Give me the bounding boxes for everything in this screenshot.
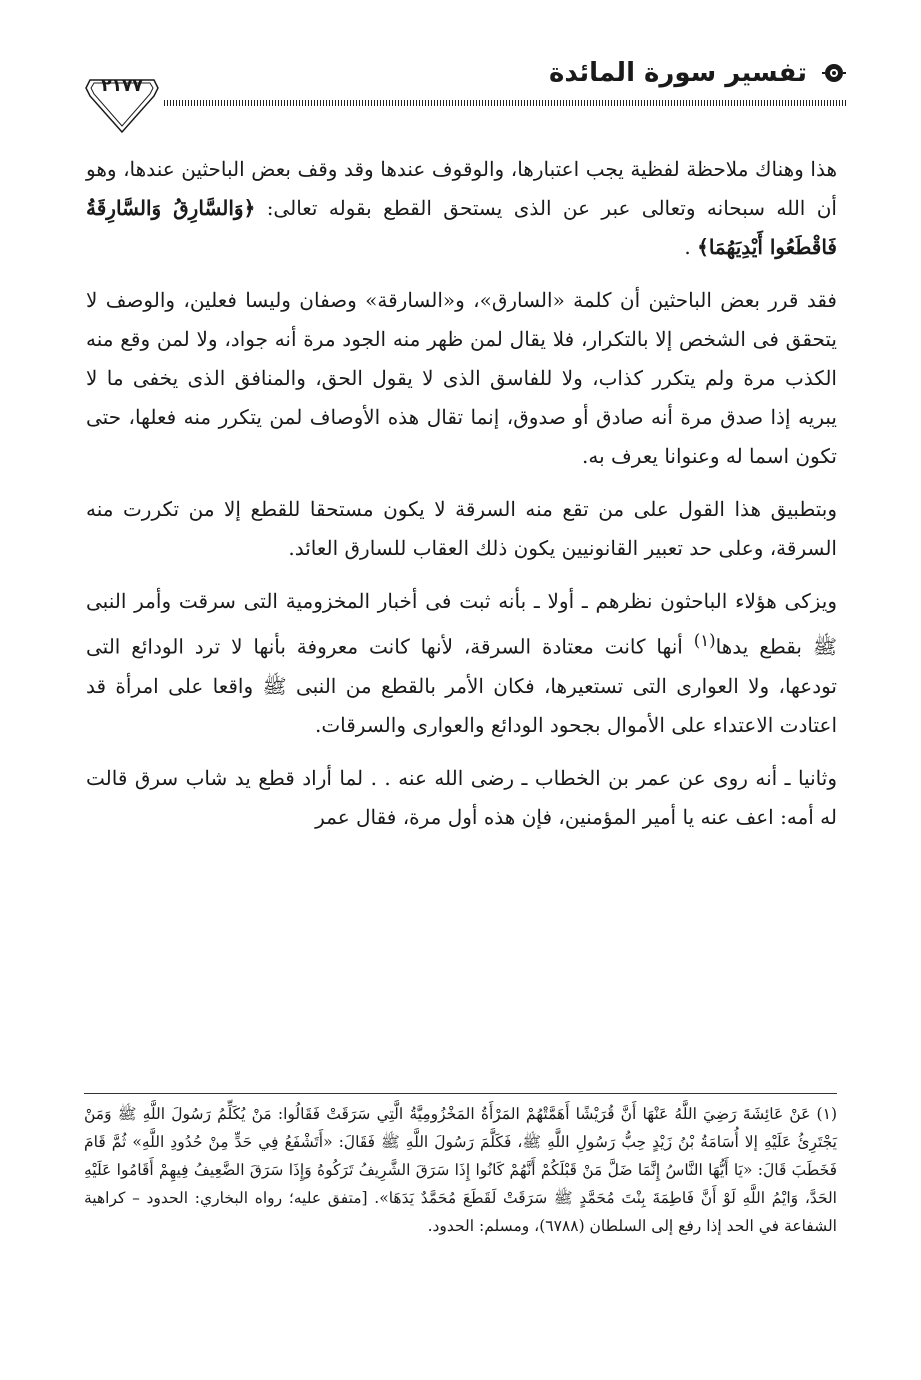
quran-verse: ﴿وَالسَّارِقُ وَالسَّارِقَةُ فَاقْطَعُوا أَيْدِيَهُمَا﴾ xyxy=(86,196,837,259)
paragraph-text: أنها كانت معتادة السرقة، لأنها كانت معروفة بأنها لا ترد الودائع التى تودعها، ولا العوارى التى تستعيرها، فكان الأمر بالقطع من النبى ﷺ واقعا على امرأة قد اعتادت الاعتداء على الأموال بجحود الودائع والعوارى والسرقات. xyxy=(86,634,837,737)
header-rule xyxy=(164,100,847,106)
paragraph: فقد قرر بعض الباحثين أن كلمة «السارق»، و«السارقة» وصفان وليسا فعلين، والوصف لا يتحقق فى الشخص إلا بالتكرار، فلا يقال لمن ظهر منه الجود مرة أنه جواد، ولا لمن وقع منه الكذب مرة ولم يتكرر كذاب، ولا للفاسق الذى لا يقول الحق، والمنافق الذى يخفى ما لا يبريه إذا صدق مرة أنه صادق أو صدوق، إنما تقال هذه الأوصاف لمن يتكرر منه فعلها، حتى تكون اسما له وعنوانا يعرف به. xyxy=(86,288,837,468)
paragraph xyxy=(86,150,837,267)
page-header xyxy=(82,48,847,118)
footnote-text: (١) عَنْ عَائِشَةَ رَضِيَ اللَّهُ عَنْهَا أَنَّ قُرَيْشًا أَهَمَّتْهُمْ المَرْأَةُ المَخْزُومِيَّةُ الَّتِي سَرَقَتْ فَقَالُوا: مَنْ يُكَلِّمُ رَسُولَ اللَّهِ ﷺ وَمَنْ يَجْتَرِئُ عَلَيْهِ إلا أُسَامَةُ بْنُ زَيْدٍ حِبُّ رَسُولِ اللَّهِ ﷺ، فَكَلَّمَ رَسُولَ اللَّهِ ﷺ فَقَالَ: «أَتَشْفَعُ فِي حَدٍّ مِنْ حُدُودِ اللَّهِ» ثُمَّ قَامَ فَخَطَبَ قَالَ: «يَا أَيُّهَا النَّاسُ إِنَّمَا ضَلَّ مَنْ قَبْلَكُمْ أَنَّهُمْ كَانُوا إِذَا سَرَقَ الشَّرِيفُ تَرَكُوهُ وَإِذَا سَرَقَ الضَّعِيفُ فِيهِمْ أَقَامُوا عَلَيْهِ الحَدَّ، وَايْمُ اللَّهِ لَوْ أَنَّ فَاطِمَةَ بِنْتَ مُحَمَّدٍ ﷺ سَرَقَتْ لَقَطَعَ مُحَمَّدٌ يَدَهَا». [متفق عليه؛ رواه البخاري: الحدود – كراهية الشفاعة في الحد إذا رفع إلى السلطان (٦٧٨٨)، ومسلم: الحدود. xyxy=(84,1105,837,1235)
paragraph xyxy=(86,582,837,745)
main-text xyxy=(86,150,837,851)
page-number: ٢١٧٧ xyxy=(101,76,143,96)
title-row xyxy=(549,58,847,88)
paragraph: وثانيا ـ أنه روى عن عمر بن الخطاب ـ رضى الله عنه . . لما أراد قطع يد شاب سرق قالت له أمه: اعف عنه يا أمير المؤمنين، فإن هذه أول مرة، فقال عمر xyxy=(86,765,837,829)
paragraph: وبتطبيق هذا القول على من تقع منه السرقة لا يكون مستحقا للقطع إلا من تكررت منه السرقة، وعلى حد تعبير القانونيين يكون ذلك العقاب للسارق العائد. xyxy=(86,497,837,560)
paragraph-text: هذا وهناك ملاحظة لفظية يجب اعتبارها، والوقوف عندها وقد وقف بعض الباحثين عندها، وهو أن الله سبحانه وتعالى عبر عن الذى يستحق القطع بقوله تعالى: xyxy=(86,157,837,220)
paragraph-text: . xyxy=(684,235,698,259)
surah-title: تفسير سورة المائدة xyxy=(548,58,807,88)
footnote-divider xyxy=(84,1093,837,1094)
paragraph-text: ويزكى هؤلاء الباحثون نظرهم ـ أولا ـ بأنه ثبت فى أخبار المخزومية التى سرقت وأمر النبى ﷺ بقطع يدها xyxy=(86,589,837,659)
footnote xyxy=(84,1100,837,1240)
ornament-icon xyxy=(821,61,847,85)
footnote-ref: (١) xyxy=(693,631,716,650)
